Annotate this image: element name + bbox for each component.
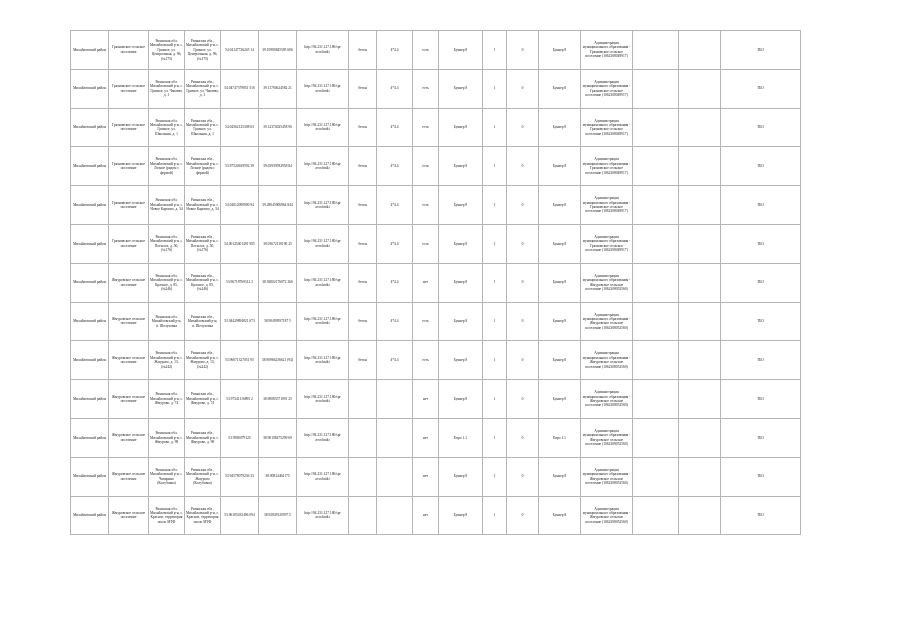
table-cell: Михайловский район (71, 147, 109, 186)
table-cell: ТБО (721, 69, 801, 108)
table-cell: http://94.231.127.180/spr avochniki (297, 31, 349, 70)
table-cell: 1 (483, 224, 507, 263)
table-cell: http://94.231.127.180/spr avochniki (297, 341, 349, 380)
table-cell (349, 457, 377, 496)
table-cell: ТБО (721, 224, 801, 263)
table-cell: 4*4.4 (377, 186, 413, 225)
table-cell: Михайловский район (71, 457, 109, 496)
table-cell: Администрация муниципального образования - Жмуровское сельское поселение (1062308052560) (581, 380, 633, 419)
table-row (71, 147, 801, 186)
table-cell: 1 (483, 186, 507, 225)
table-cell: Бункер 8 (539, 147, 581, 186)
table-cell: Бункер 8 (539, 380, 581, 419)
table-cell: ТБО (721, 108, 801, 147)
table-cell: Бункер 8 (539, 31, 581, 70)
table-cell: 1 (483, 457, 507, 496)
table-cell: 53.97524639592 39 (221, 147, 259, 186)
table-cell: Рязанская обл., Михайловский р-н, с. Лозное (рядом с фермой) (185, 147, 221, 186)
table-cell: бетон (349, 302, 377, 341)
waste-sites-table (70, 30, 801, 535)
table-cell: Рязанская обл. Михайловский р-н, с. Красное, д. 85, (№246) (149, 263, 185, 302)
table-cell: Рязанская обл. Михайловский р-н, с. Красное, территория около МТФ (149, 496, 185, 535)
table-cell: Михайловский район (71, 418, 109, 457)
table-cell (349, 380, 377, 419)
table-cell (679, 380, 721, 419)
table-cell: Рязанская обл., Михайловский р-н, с. Грязное, ул. Школьная, д. 1 (185, 108, 221, 147)
table-cell: Администрация муниципального образования - Жмуровское сельское поселение (1062308052560) (581, 263, 633, 302)
table-cell: Бункер 8 (439, 263, 483, 302)
table-cell: 39.10980845585 606 (259, 31, 297, 70)
table-cell: Грязновское сельское поселение (109, 224, 149, 263)
table-cell: Рязанская обл. Михайловский р-н, с. Жмурово, д. 74 (149, 380, 185, 419)
table-cell: ТБО (721, 302, 801, 341)
table-cell: Администрация муниципального образования - Грязновское сельское поселение (1062308049917) (581, 69, 633, 108)
table-cell: Михайловский район (71, 263, 109, 302)
table-cell: Рязанская обл., Михайловский р-н, с. Жмурово (Колубовка) (185, 457, 221, 496)
table-cell: 38.90108475299 69 (259, 418, 297, 457)
table-cell: нет (413, 496, 439, 535)
table-cell: Администрация муниципального образования - Грязновское сельское поселение (1062308049917) (581, 147, 633, 186)
table-cell: http://94.231.127.180/spr avochniki (297, 418, 349, 457)
table-cell: Михайловский район (71, 108, 109, 147)
table-row (71, 108, 801, 147)
table-row (71, 186, 801, 225)
table-cell: Рязанская обл. Михайловский р-н, с. Жмурово, д. 98 (149, 418, 185, 457)
table-cell: есть (413, 341, 439, 380)
table-cell: бетон (349, 108, 377, 147)
table-cell: 53.94578079236 33 (221, 457, 259, 496)
table-cell: бетон (349, 263, 377, 302)
table-cell: 0 (507, 418, 539, 457)
table-row (71, 341, 801, 380)
table-cell: Бункер 8 (439, 147, 483, 186)
table-cell (377, 380, 413, 419)
table-cell: 38.90083571091 25 (259, 380, 297, 419)
table-cell: 0 (507, 496, 539, 535)
table-cell: 53.97341116895 2 (221, 380, 259, 419)
table-cell: 0 (507, 380, 539, 419)
table-cell: 1 (483, 418, 507, 457)
table-row (71, 418, 801, 457)
table-cell (377, 496, 413, 535)
table-cell: Бункер 8 (439, 496, 483, 535)
table-cell: Бункер 8 (439, 224, 483, 263)
table-cell: Грязновское сельское поселение (109, 108, 149, 147)
table-cell: 1 (483, 147, 507, 186)
table-cell: Бункер 8 (439, 108, 483, 147)
table-cell: Жмуровское сельское поселение (109, 302, 149, 341)
table-cell: 1 (483, 31, 507, 70)
table-cell: Бункер 8 (439, 31, 483, 70)
table-cell: Грязновское сельское поселение (109, 186, 149, 225)
table-cell: есть (413, 31, 439, 70)
table-cell: 39.28045906964 844 (259, 186, 297, 225)
table-cell (679, 457, 721, 496)
table-cell: Бункер 8 (539, 224, 581, 263)
table-cell (679, 302, 721, 341)
table-cell: 1 (483, 108, 507, 147)
table-cell: Бункер 8 (439, 302, 483, 341)
table-row (71, 263, 801, 302)
table-cell: Бункер 8 (439, 380, 483, 419)
table-cell: бетон (349, 186, 377, 225)
table-cell (679, 69, 721, 108)
table-cell (633, 186, 679, 225)
table-cell: Бункер 8 (539, 108, 581, 147)
table-cell: Евро 1.1 (539, 418, 581, 457)
table-cell: Рязанская обл., Михайловский р-н, с. Погылое, д. 50, (№176) (185, 224, 221, 263)
table-cell: Рязанская обл. Михайловский р-н, с. Погылое, д. 50, (№176) (149, 224, 185, 263)
table-cell: http://94.231.127.180/spr avochniki (297, 380, 349, 419)
table-cell: 1 (483, 380, 507, 419)
table-cell: Рязанская обл., Михайловский р-н, п. Шелуховка (185, 302, 221, 341)
table-cell: Администрация муниципального образования - Жмуровское сельское поселение (1062308052560) (581, 341, 633, 380)
table-cell: Михайловский район (71, 380, 109, 419)
table-cell: ТБО (721, 263, 801, 302)
table-cell: 0 (507, 457, 539, 496)
table-cell: есть (413, 147, 439, 186)
table-body (71, 31, 801, 535)
table-cell: Рязанская обл. Михайловский р-н, с. Грязное, ул. Центральная, д. 96, (№175) (149, 31, 185, 70)
table-cell: Михайловский район (71, 31, 109, 70)
table-cell: ТБО (721, 186, 801, 225)
table-cell: бетон (349, 69, 377, 108)
table-cell: 0 (507, 31, 539, 70)
table-cell (633, 496, 679, 535)
table-cell: ТБО (721, 418, 801, 457)
table-cell (679, 186, 721, 225)
table-cell: http://94.231.127.180/spr avochniki (297, 496, 349, 535)
table-cell: http://94.231.127.180/spr avochniki (297, 186, 349, 225)
table-cell: Жмуровское сельское поселение (109, 496, 149, 535)
table-cell: Рязанская обл., Михайловский р-н, с. Грязное, ул. Центральная, д. 96, (№175) (185, 31, 221, 70)
table-cell (679, 31, 721, 70)
table-cell: http://94.231.127.180/spr avochniki (297, 263, 349, 302)
table-cell: Бункер 8 (439, 186, 483, 225)
table-cell (633, 457, 679, 496)
table-cell: Рязанская обл. Михайловский р-н, с. Грязное, ул. Чапаева, д. 1 (149, 69, 185, 108)
table-cell: http://94.231.127.180/spr avochniki (297, 69, 349, 108)
table-cell: 53.96718769312 3 (221, 263, 259, 302)
table-cell: Михайловский район (71, 496, 109, 535)
table-cell: 0 (507, 224, 539, 263)
table-cell: 1 (483, 69, 507, 108)
table-cell: 39.11794624582 21 (259, 69, 297, 108)
table-cell: Администрация муниципального образования - Грязновское сельское поселение (1062308049917) (581, 224, 633, 263)
table-cell: 39.12374025458 96 (259, 108, 297, 147)
table-cell (679, 147, 721, 186)
table-cell: Бункер 8 (539, 186, 581, 225)
table-cell: Жмуровское сельское поселение (109, 380, 149, 419)
table-cell: ТБО (721, 31, 801, 70)
table-cell: Михайловский район (71, 186, 109, 225)
table-cell: 4*4.4 (377, 31, 413, 70)
table-cell: бетон (349, 147, 377, 186)
table-cell: 53.94429894821 673 (221, 302, 259, 341)
table-row (71, 69, 801, 108)
table-cell: Администрация муниципального образования - Грязновское сельское поселение (1062308049917) (581, 186, 633, 225)
table-cell: Жмуровское сельское поселение (109, 418, 149, 457)
table-cell: ТБО (721, 147, 801, 186)
table-cell: Администрация муниципального образования - Жмуровское сельское поселение (1062308052560) (581, 302, 633, 341)
table-cell: http://94.231.127.180/spr avochniki (297, 108, 349, 147)
table-cell: 38.90966236621 (94) (259, 341, 297, 380)
table-cell: нет (413, 380, 439, 419)
table-row (71, 380, 801, 419)
table-cell: есть (413, 108, 439, 147)
table-cell: 38.92849120597 5 (259, 496, 297, 535)
table-cell: 4*4.4 (377, 341, 413, 380)
table-cell: нет (413, 457, 439, 496)
table-row (71, 457, 801, 496)
table-cell: Администрация муниципального образования - Жмуровское сельское поселение (1062308052560) (581, 496, 633, 535)
table-cell: 0 (507, 69, 539, 108)
table-cell (679, 496, 721, 535)
table-cell: Рязанская обл., Михайловский р-н, с. Жмурово, д. 13, (№242) (185, 341, 221, 380)
table-cell: бетон (349, 31, 377, 70)
table-cell: Евро 1.1 (439, 418, 483, 457)
table-cell: Бункер 8 (439, 457, 483, 496)
table-cell: 1 (483, 341, 507, 380)
table-cell: 4*4.4 (377, 147, 413, 186)
table-cell (679, 108, 721, 147)
table-cell: 38.90814464175 (259, 457, 297, 496)
table-cell: Рязанская обл., Михайловский р-н, с. Красное, территория около МТФ (185, 496, 221, 535)
table-cell: есть (413, 224, 439, 263)
table-cell: Бункер 8 (539, 341, 581, 380)
table-cell: Администрация муниципального образования - Жмуровское сельское поселение (1062308052560) (581, 418, 633, 457)
table-cell: Жмуровское сельское поселение (109, 263, 149, 302)
table-cell: Администрация муниципального образования - Грязновское сельское поселение (1062308049917) (581, 31, 633, 70)
table-cell (633, 224, 679, 263)
table-cell: 0 (507, 341, 539, 380)
table-cell: Грязновское сельское поселение (109, 69, 149, 108)
table-cell: 54.04747379851 516 (221, 69, 259, 108)
table-cell: Рязанская обл., Михайловский р-н, с. Жмурово, д. 74 (185, 380, 221, 419)
table-cell (633, 341, 679, 380)
table-cell: 54.04562125308 63 (221, 108, 259, 147)
table-cell: Бункер 8 (539, 457, 581, 496)
table-cell: Администрация муниципального образования - Жмуровское сельское поселение (1062308052560) (581, 457, 633, 496)
table-cell: Бункер 8 (539, 263, 581, 302)
table-cell: 4*4.4 (377, 224, 413, 263)
table-cell (377, 457, 413, 496)
table-cell: 1 (483, 302, 507, 341)
table-cell: 1 (483, 496, 507, 535)
table-cell: ТБО (721, 457, 801, 496)
table-cell: бетон (349, 224, 377, 263)
table-cell (633, 69, 679, 108)
table-cell: Михайловский район (71, 341, 109, 380)
table-cell: Бункер 8 (439, 341, 483, 380)
table-cell: Рязанская обл., Михайловский р-н, с. Жмурово, д. 98 (185, 418, 221, 457)
table-cell: 4*4.4 (377, 302, 413, 341)
table-cell: Рязанская обл. Михайловский р-н, с. Грязное, ул. Школьная, д. 1 (149, 108, 185, 147)
table-cell: Рязанская обл., Михайловский р-н, с. Красное, д. 85, (№246) (185, 263, 221, 302)
table-cell: Грязновское сельское поселение (109, 147, 149, 186)
table-cell (633, 147, 679, 186)
table-cell: http://94.231.127.180/spr avochniki (297, 147, 349, 186)
table-cell: 4*4.4 (377, 263, 413, 302)
table-cell: Бункер 8 (539, 496, 581, 535)
table-row (71, 31, 801, 70)
table-cell (633, 31, 679, 70)
table-cell: Михайловский район (71, 302, 109, 341)
table-cell (377, 418, 413, 457)
table-cell: ТБО (721, 341, 801, 380)
table-cell: нет (413, 263, 439, 302)
table-cell (633, 418, 679, 457)
table-cell: 39.03672110190 25 (259, 224, 297, 263)
table-cell (349, 496, 377, 535)
table-cell: Бункер 8 (539, 302, 581, 341)
table-cell: 39.03939592958 84 (259, 147, 297, 186)
table-cell: Рязанская обл. Михайловский р-н, с. Новое Карпово, д. 34 (149, 186, 185, 225)
table-cell: 54.04012090900 94 (221, 186, 259, 225)
table-cell: http://94.231.127.180/spr avochniki (297, 302, 349, 341)
table-cell: 38.90499597187 5 (259, 302, 297, 341)
table-cell: 0 (507, 263, 539, 302)
table-cell (679, 263, 721, 302)
table-cell: 54.00125401491 905 (221, 224, 259, 263)
table-cell (679, 418, 721, 457)
table-cell: бетон (349, 341, 377, 380)
table-cell (633, 380, 679, 419)
table-cell: 54.04147726245 14 (221, 31, 259, 70)
table-cell: Грязновское сельское поселение (109, 31, 149, 70)
table-cell: 53.96671327051 95 (221, 341, 259, 380)
table-cell: есть (413, 302, 439, 341)
table-cell: 53.96105433406 094 (221, 496, 259, 535)
table-cell: 0 (507, 108, 539, 147)
table-cell: 4*4.4 (377, 69, 413, 108)
table-cell: 4*4.4 (377, 108, 413, 147)
table-cell: Рязанская обл. Михайловский р-н, с. Жмурово, д. 13, (№242) (149, 341, 185, 380)
table-cell: нет (413, 418, 439, 457)
table-cell: есть (413, 69, 439, 108)
table-cell: Бункер 8 (439, 69, 483, 108)
table-cell: есть (413, 186, 439, 225)
table-cell: 0 (507, 147, 539, 186)
table-cell: Жмуровское сельское поселение (109, 457, 149, 496)
table-cell: 1 (483, 263, 507, 302)
table-row (71, 224, 801, 263)
table-cell: Рязанская обл. Михайловский р-н, с. Чапарино (Колубовка) (149, 457, 185, 496)
table-cell: 0 (507, 302, 539, 341)
table-cell (633, 263, 679, 302)
table-cell: Михайловский район (71, 224, 109, 263)
table-cell: 0 (507, 186, 539, 225)
table-cell: Администрация муниципального образования - Грязновское сельское поселение (1062308049917) (581, 108, 633, 147)
table-cell: ТБО (721, 496, 801, 535)
table-row (71, 302, 801, 341)
table-cell (633, 108, 679, 147)
table-cell (679, 224, 721, 263)
table-cell: http://94.231.127.180/spr avochniki (297, 224, 349, 263)
table-cell: Рязанская обл., Михайловский р-н, с. Грязное, ул. Чапаева, д. 1 (185, 69, 221, 108)
table-cell: Рязанская обл., Михайловский р-н, с. Новое Карпово, д. 34 (185, 186, 221, 225)
table-cell: Рязанская обл. Михайловский р-н, с. Лозное (рядом с фермой) (149, 147, 185, 186)
table-cell: http://94.231.127.180/spr avochniki (297, 457, 349, 496)
table-cell: 53.9580079125 (221, 418, 259, 457)
table-cell (349, 418, 377, 457)
table-cell (679, 341, 721, 380)
table-cell: ТБО (721, 380, 801, 419)
table-row (71, 496, 801, 535)
table-cell: Жмуровское сельское поселение (109, 341, 149, 380)
table-cell: Рязанская обл. Михайловский р-н, п. Шелуховка (149, 302, 185, 341)
table-cell: Бункер 8 (539, 69, 581, 108)
table-cell: 38.92802176072 266 (259, 263, 297, 302)
table-cell (633, 302, 679, 341)
table-cell: Михайловский район (71, 69, 109, 108)
